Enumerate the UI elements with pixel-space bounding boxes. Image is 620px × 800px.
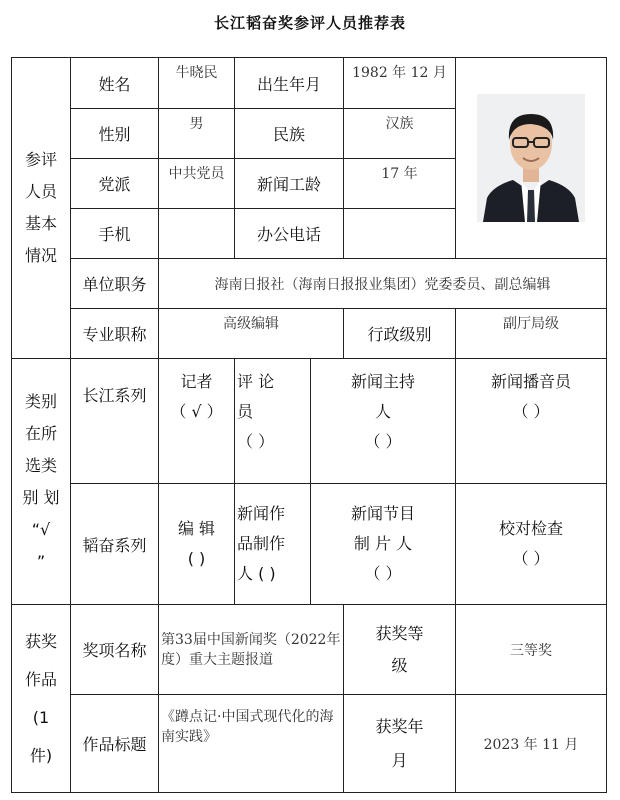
ethnicity-value: 汉族 <box>344 109 456 159</box>
award-date-value: 2023 年 11 月 <box>456 695 607 793</box>
position-value: 海南日报社（海南日报报业集团）党委委员、副总编辑 <box>159 259 607 309</box>
section-category-label: 类别 在所 选类 别 划 “√ ” <box>12 359 71 605</box>
option-news-producer[interactable]: 新闻作 品制作 人 ( ) <box>235 484 311 605</box>
phone-label: 手机 <box>71 209 159 259</box>
professional-title-value: 高级编辑 <box>159 309 344 359</box>
section-basic-label: 参评 人员 基本 情况 <box>12 58 71 359</box>
admin-level-label: 行政级别 <box>344 309 456 359</box>
phone-value <box>159 209 235 259</box>
office-phone-value <box>344 209 456 259</box>
award-level-label: 获奖等 级 <box>344 605 456 695</box>
birth-label: 出生年月 <box>235 58 344 109</box>
photo-cell <box>456 58 607 259</box>
award-date-label: 获奖年 月 <box>344 695 456 793</box>
work-title-label: 作品标题 <box>71 695 159 793</box>
seniority-label: 新闻工龄 <box>235 159 344 209</box>
changjiang-series-label: 长江系列 <box>71 359 159 484</box>
name-label: 姓名 <box>71 58 159 109</box>
office-phone-label: 办公电话 <box>235 209 344 259</box>
position-label: 单位职务 <box>71 259 159 309</box>
option-proofreader[interactable]: 校对检查 （ ） <box>456 484 607 605</box>
gender-label: 性别 <box>71 109 159 159</box>
work-title-value: 《蹲点记·中国式现代化的海南实践》 <box>159 695 344 793</box>
option-program-producer[interactable]: 新闻节目 制 片 人 （ ） <box>311 484 456 605</box>
option-commentator[interactable]: 评 论 员 （ ） <box>235 359 311 484</box>
party-label: 党派 <box>71 159 159 209</box>
admin-level-value: 副厅局级 <box>456 309 607 359</box>
birth-value: 1982 年 12 月 <box>344 58 456 109</box>
portrait-photo-icon <box>477 94 585 222</box>
option-reporter[interactable]: 记者 （ √ ） <box>159 359 235 484</box>
seniority-value: 17 年 <box>344 159 456 209</box>
section-award-label: 获奖 作品 (1 件) <box>12 605 71 793</box>
party-value: 中共党员 <box>159 159 235 209</box>
award-level-value: 三等奖 <box>456 605 607 695</box>
award-name-label: 奖项名称 <box>71 605 159 695</box>
option-news-announcer[interactable]: 新闻播音员 （ ） <box>456 359 607 484</box>
recommendation-form-table <box>11 57 607 793</box>
taofen-series-label: 韬奋系列 <box>71 484 159 605</box>
gender-value: 男 <box>159 109 235 159</box>
ethnicity-label: 民族 <box>235 109 344 159</box>
name-value: 牛晓民 <box>159 58 235 109</box>
professional-title-label: 专业职称 <box>71 309 159 359</box>
award-name-value: 第33届中国新闻奖（2022年度）重大主题报道 <box>159 605 344 695</box>
form-title: 长江韬奋奖参评人员推荐表 <box>213 14 406 32</box>
option-editor[interactable]: 编 辑 ( ) <box>159 484 235 605</box>
option-news-host[interactable]: 新闻主持 人 （ ） <box>311 359 456 484</box>
